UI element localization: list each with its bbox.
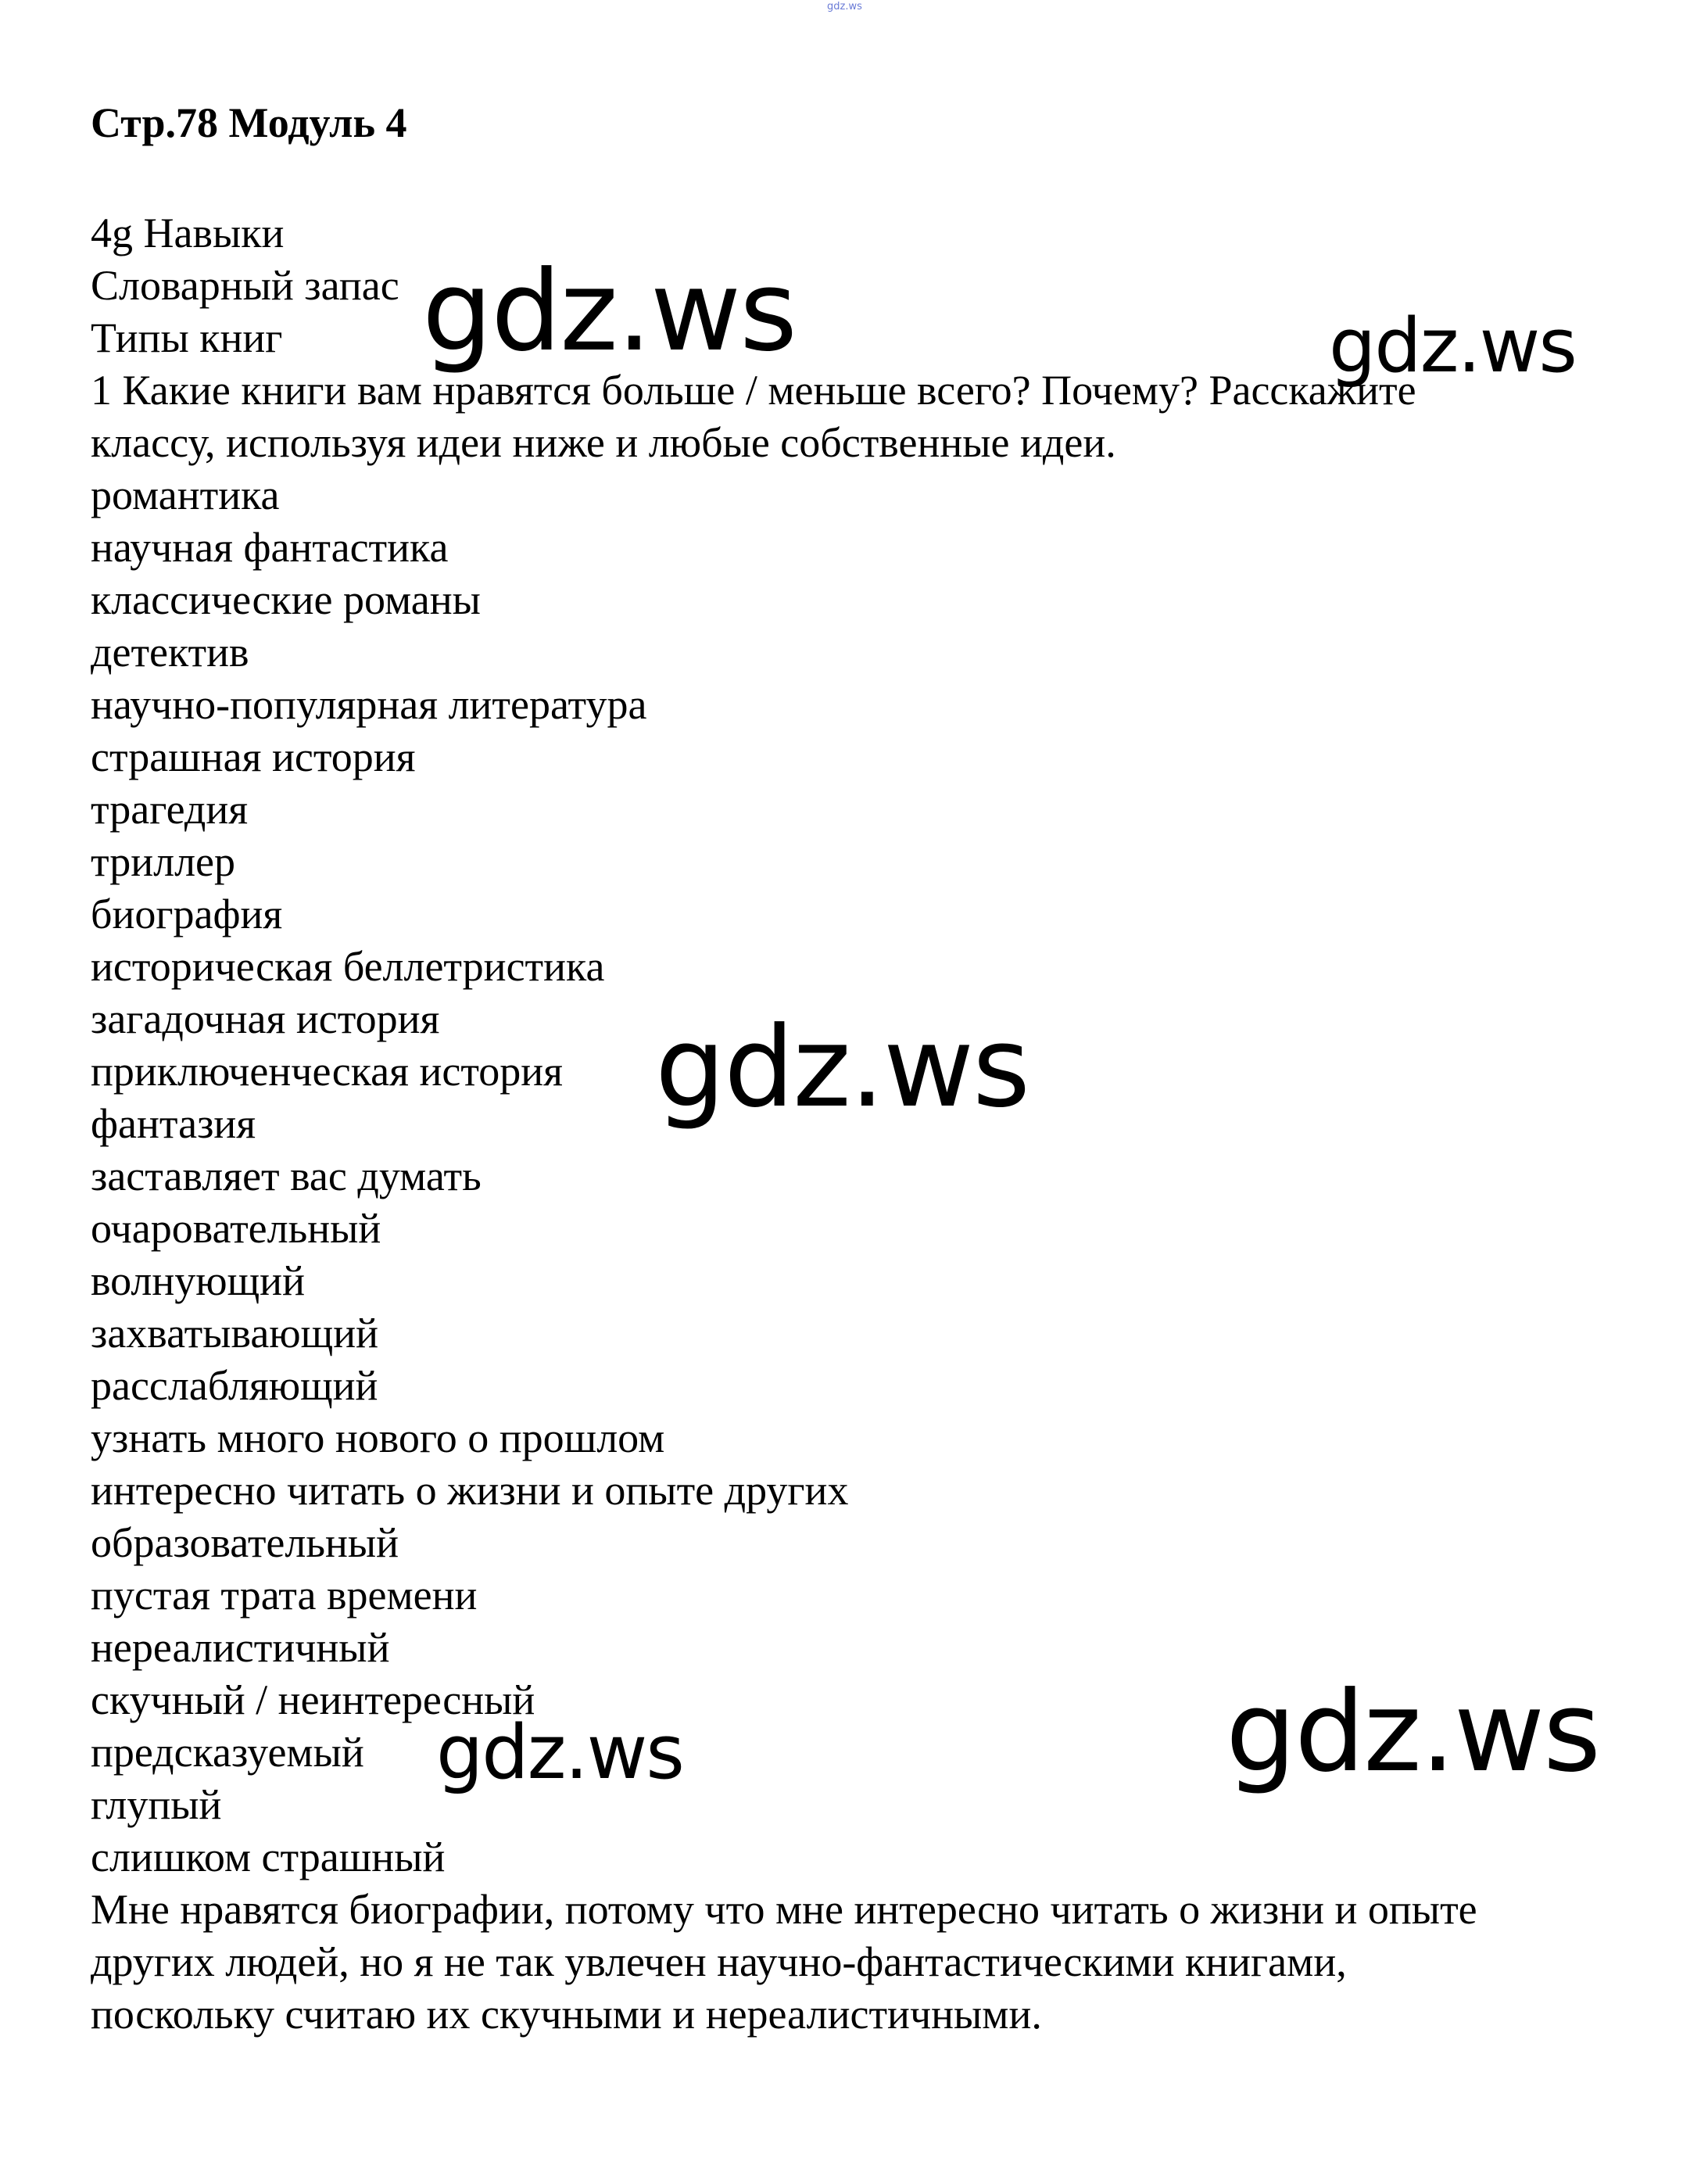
genre-item: приключенческая история <box>91 1048 563 1095</box>
page-title: Стр.78 Модуль 4 <box>91 99 407 146</box>
genre-item: биография <box>91 891 283 937</box>
watermark: gdz.ws <box>1226 1668 1600 1797</box>
genre-item: историческая беллетристика <box>91 943 605 990</box>
answer-paragraph <box>91 1884 1623 2041</box>
genre-item: романтика <box>91 471 280 518</box>
descriptor-item: захватывающий <box>91 1310 379 1357</box>
task-line-2: классу, используя идеи ниже и любые собственные идеи. <box>91 419 1116 466</box>
descriptor-item: волнующий <box>91 1257 305 1304</box>
answer-line-1: Мне нравятся биографии, потому что мне интересно читать о жизни и опыте <box>91 1886 1477 1933</box>
task-line-1: 1 Какие книги вам нравятся больше / меньше всего? Почему? Расскажите <box>91 367 1416 414</box>
answer-line-3: поскольку считаю их скучными и нереалистичными. <box>91 1991 1042 2038</box>
subsection-heading: Словарный запас <box>91 262 399 309</box>
descriptor-item: интересно читать о жизни и опыте других <box>91 1467 849 1514</box>
answer-line-2: других людей, но я не так увлечен научно-фантастическими книгами, <box>91 1938 1347 1985</box>
genre-item: детектив <box>91 629 249 676</box>
watermark: gdz.ws <box>1329 303 1576 389</box>
descriptor-item: пустая трата времени <box>91 1572 478 1618</box>
descriptor-item: глупый <box>91 1781 222 1828</box>
watermark: gdz.ws <box>422 247 797 376</box>
genre-item: триллер <box>91 838 236 885</box>
genre-item: страшная история <box>91 733 416 780</box>
descriptor-item: предсказуемый <box>91 1729 364 1776</box>
descriptor-item: очаровательный <box>91 1205 381 1252</box>
descriptor-item: узнать много нового о прошлом <box>91 1414 665 1461</box>
genre-item: научно-популярная литература <box>91 681 647 728</box>
descriptor-item: заставляет вас думать <box>91 1152 482 1199</box>
genre-item: загадочная история <box>91 995 440 1042</box>
topic-heading: Типы книг <box>91 314 283 361</box>
genre-item: классические романы <box>91 576 481 623</box>
genre-item: научная фантастика <box>91 524 449 571</box>
descriptor-item: нереалистичный <box>91 1624 390 1671</box>
descriptor-item: образовательный <box>91 1519 399 1566</box>
descriptor-item: слишком страшный <box>91 1834 446 1880</box>
section-heading: 4g Навыки <box>91 210 285 256</box>
genre-item: фантазия <box>91 1100 256 1147</box>
genre-item: трагедия <box>91 786 249 833</box>
watermark: gdz.ws <box>436 1710 683 1796</box>
descriptor-item: расслабляющий <box>91 1362 378 1409</box>
descriptor-item: скучный / неинтересный <box>91 1676 535 1723</box>
top-watermark: gdz.ws <box>827 1 862 13</box>
watermark: gdz.ws <box>655 1003 1029 1132</box>
